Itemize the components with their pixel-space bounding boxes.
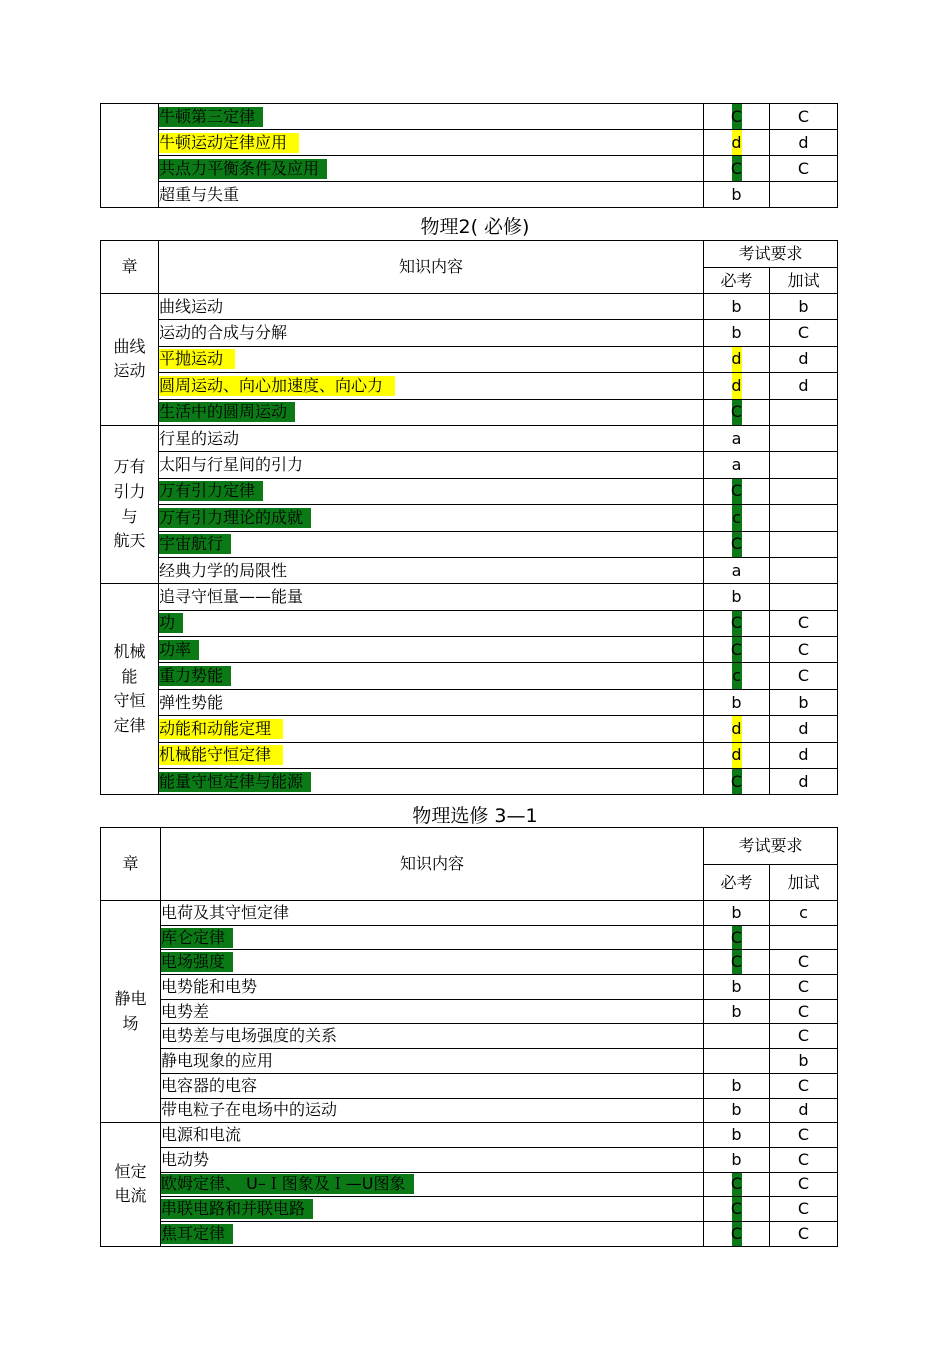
- bikao-cell: [704, 478, 770, 504]
- knowledge-content-cell: [159, 182, 704, 208]
- knowledge-content-text: 太阳与行星间的引力: [159, 455, 304, 475]
- header-content: 知识内容: [161, 828, 704, 901]
- knowledge-content-cell: [159, 320, 704, 346]
- knowledge-content-cell: [161, 975, 704, 1000]
- table-row: [101, 557, 838, 583]
- jiashi-cell: [770, 478, 838, 504]
- knowledge-content-cell: [159, 505, 704, 531]
- knowledge-content-cell: [159, 584, 704, 610]
- jiashi-cell: [770, 975, 838, 1000]
- jiashi-value: d: [798, 771, 809, 791]
- knowledge-content-cell: [161, 901, 704, 926]
- bikao-cell: [704, 1073, 770, 1098]
- knowledge-content-cell: [161, 1049, 704, 1074]
- bikao-value: b: [731, 1125, 742, 1145]
- knowledge-content-text: 牛顿运动定律应用: [159, 133, 299, 153]
- bikao-cell: [704, 425, 770, 451]
- knowledge-content-cell: [161, 1147, 704, 1172]
- knowledge-content-text: 库仑定律: [161, 928, 233, 948]
- table-row: [101, 505, 838, 531]
- bikao-value: d: [731, 745, 742, 765]
- knowledge-content-text: 电容器的电容: [161, 1075, 258, 1095]
- bikao-cell: [704, 925, 770, 950]
- table-row: [101, 1221, 838, 1246]
- knowledge-content-text: 弹性势能: [159, 692, 224, 712]
- jiashi-value: C: [797, 158, 810, 178]
- knowledge-content-cell: [159, 373, 704, 399]
- knowledge-content-cell: [159, 637, 704, 663]
- bikao-value: C: [730, 952, 743, 972]
- table-row: [101, 425, 838, 451]
- knowledge-content-text: 牛顿第三定律: [159, 107, 263, 127]
- knowledge-content-text: 追寻守恒量——能量: [159, 586, 304, 606]
- table-row: [101, 346, 838, 372]
- knowledge-content-cell: [159, 104, 704, 130]
- bikao-value: C: [730, 534, 743, 554]
- table-row: [101, 1147, 838, 1172]
- bikao-value: C: [730, 158, 743, 178]
- knowledge-content-cell: [159, 689, 704, 715]
- knowledge-content-cell: [161, 1073, 704, 1098]
- bikao-cell: [704, 1098, 770, 1123]
- bikao-cell: [704, 663, 770, 689]
- knowledge-content-text: 电势能和电势: [161, 976, 258, 996]
- header-exam-requirement: 考试要求: [704, 241, 838, 268]
- jiashi-cell: [770, 610, 838, 636]
- jiashi-value: C: [797, 323, 810, 343]
- knowledge-content-text: 电场强度: [161, 952, 233, 972]
- bikao-cell: [704, 975, 770, 1000]
- knowledge-content-text: 带电粒子在电场中的运动: [161, 1100, 338, 1120]
- knowledge-content-text: 电源和电流: [161, 1125, 242, 1145]
- jiashi-cell: [770, 769, 838, 795]
- jiashi-value: C: [797, 1125, 810, 1145]
- knowledge-content-cell: [159, 716, 704, 742]
- bikao-cell: [704, 182, 770, 208]
- bikao-value: b: [731, 692, 742, 712]
- table-row: [101, 716, 838, 742]
- table-row: [101, 610, 838, 636]
- bikao-cell: [704, 584, 770, 610]
- knowledge-content-text: 运动的合成与分解: [159, 323, 288, 343]
- jiashi-cell: [770, 294, 838, 320]
- table-row: [101, 1024, 838, 1049]
- jiashi-value: C: [797, 1001, 810, 1021]
- bikao-value: b: [731, 586, 742, 606]
- knowledge-content-cell: [159, 399, 704, 425]
- knowledge-content-text: 机械能守恒定律: [159, 745, 283, 765]
- knowledge-content-cell: [159, 742, 704, 768]
- physics-2-table: [100, 240, 838, 795]
- knowledge-content-text: 功率: [159, 640, 199, 660]
- header-jiashi: 加试: [770, 268, 838, 294]
- jiashi-cell: [770, 399, 838, 425]
- jiashi-cell: [770, 1197, 838, 1222]
- bikao-cell: [704, 294, 770, 320]
- bikao-value: C: [730, 1174, 743, 1194]
- knowledge-content-cell: [159, 531, 704, 557]
- bikao-value: b: [731, 1149, 742, 1169]
- bikao-cell: [704, 1147, 770, 1172]
- jiashi-value: b: [798, 296, 809, 316]
- bikao-cell: [704, 531, 770, 557]
- bikao-value: a: [731, 455, 742, 475]
- bikao-cell: [704, 156, 770, 182]
- jiashi-value: C: [797, 666, 810, 686]
- table-row: [101, 999, 838, 1024]
- knowledge-content-text: 电荷及其守恒定律: [161, 902, 290, 922]
- header-bikao: 必考: [704, 865, 770, 901]
- bikao-value: d: [731, 375, 742, 395]
- bikao-cell: [704, 1172, 770, 1197]
- jiashi-cell: [770, 505, 838, 531]
- bikao-cell: [704, 1197, 770, 1222]
- bikao-value: a: [731, 428, 742, 448]
- bikao-value: b: [731, 184, 742, 204]
- jiashi-value: C: [797, 976, 810, 996]
- knowledge-content-text: 电动势: [161, 1149, 210, 1169]
- table-row: [101, 1172, 838, 1197]
- bikao-value: b: [731, 296, 742, 316]
- knowledge-content-cell: [159, 156, 704, 182]
- table-row: [101, 584, 838, 610]
- table-row: [101, 742, 838, 768]
- bikao-cell: [704, 901, 770, 926]
- header-chapter: 章: [101, 828, 161, 901]
- knowledge-content-text: 动能和动能定理: [159, 719, 283, 739]
- knowledge-content-cell: [159, 557, 704, 583]
- chapter-name: [101, 104, 159, 208]
- knowledge-content-cell: [161, 1024, 704, 1049]
- bikao-value: C: [730, 106, 743, 126]
- table-row: [101, 637, 838, 663]
- jiashi-cell: [770, 689, 838, 715]
- bikao-value: b: [731, 323, 742, 343]
- jiashi-cell: [770, 182, 838, 208]
- bikao-value: a: [731, 560, 742, 580]
- jiashi-value: C: [797, 106, 810, 126]
- knowledge-content-text: 能量守恒定律与能源: [159, 772, 311, 792]
- knowledge-content-cell: [161, 1221, 704, 1246]
- table-row: [101, 294, 838, 320]
- header-jiashi: 加试: [770, 865, 838, 901]
- bikao-value: d: [731, 718, 742, 738]
- bikao-cell: [704, 742, 770, 768]
- jiashi-cell: [770, 557, 838, 583]
- knowledge-content-cell: [159, 425, 704, 451]
- jiashi-cell: [770, 999, 838, 1024]
- table-row: [101, 399, 838, 425]
- knowledge-content-text: 万有引力定律: [159, 481, 263, 501]
- knowledge-content-text: 生活中的圆周运动: [159, 402, 295, 422]
- jiashi-value: C: [797, 1075, 810, 1095]
- knowledge-content-cell: [159, 130, 704, 156]
- bikao-cell: [704, 373, 770, 399]
- knowledge-content-text: 电势差与电场强度的关系: [161, 1026, 338, 1046]
- knowledge-content-text: 宇宙航行: [159, 534, 231, 554]
- bikao-value: C: [730, 639, 743, 659]
- top-continuation-table: [100, 103, 838, 208]
- bikao-cell: [704, 452, 770, 478]
- knowledge-content-cell: [161, 1197, 704, 1222]
- bikao-cell: [704, 130, 770, 156]
- knowledge-content-text: 静电现象的应用: [161, 1050, 274, 1070]
- table-row: [101, 1073, 838, 1098]
- bikao-cell: [704, 557, 770, 583]
- table-row: [101, 1049, 838, 1074]
- jiashi-cell: [770, 104, 838, 130]
- table-row: [101, 1098, 838, 1123]
- jiashi-value: C: [797, 1026, 810, 1046]
- table-row: [101, 130, 838, 156]
- knowledge-content-text: 超重与失重: [159, 184, 240, 204]
- section-title-physics-2: 物理2( 必修): [420, 216, 530, 238]
- jiashi-value: C: [797, 1174, 810, 1194]
- jiashi-cell: [770, 130, 838, 156]
- jiashi-cell: [770, 637, 838, 663]
- table-row: [101, 531, 838, 557]
- jiashi-value: C: [797, 1149, 810, 1169]
- table-row: [101, 1123, 838, 1148]
- table-row: [101, 901, 838, 926]
- bikao-cell: [704, 1049, 770, 1074]
- bikao-cell: [704, 999, 770, 1024]
- header-exam-requirement: 考试要求: [704, 828, 838, 865]
- bikao-value: C: [730, 771, 743, 791]
- knowledge-content-text: 曲线运动: [159, 296, 224, 316]
- jiashi-value: C: [797, 613, 810, 633]
- bikao-cell: [704, 716, 770, 742]
- bikao-cell: [704, 689, 770, 715]
- bikao-value: d: [731, 132, 742, 152]
- bikao-cell: [704, 950, 770, 975]
- jiashi-cell: [770, 156, 838, 182]
- chapter-name: 静电 场: [101, 901, 161, 1123]
- table-row: [101, 950, 838, 975]
- bikao-value: b: [731, 902, 742, 922]
- jiashi-value: c: [799, 902, 808, 922]
- jiashi-value: d: [798, 718, 809, 738]
- knowledge-content-cell: [159, 663, 704, 689]
- table-row: [101, 452, 838, 478]
- jiashi-cell: [770, 373, 838, 399]
- header-bikao: 必考: [704, 268, 770, 294]
- jiashi-cell: [770, 716, 838, 742]
- jiashi-value: d: [798, 745, 809, 765]
- bikao-cell: [704, 769, 770, 795]
- jiashi-cell: [770, 531, 838, 557]
- chapter-name: 曲线 运动: [101, 294, 159, 426]
- jiashi-cell: [770, 950, 838, 975]
- jiashi-cell: [770, 1221, 838, 1246]
- jiashi-cell: [770, 1172, 838, 1197]
- jiashi-value: C: [797, 1223, 810, 1243]
- knowledge-content-text: 功: [159, 613, 183, 633]
- knowledge-content-cell: [159, 769, 704, 795]
- bikao-cell: [704, 346, 770, 372]
- table-row: [101, 156, 838, 182]
- knowledge-content-cell: [161, 999, 704, 1024]
- knowledge-content-cell: [159, 452, 704, 478]
- jiashi-value: d: [798, 132, 809, 152]
- table-row: [101, 769, 838, 795]
- bikao-cell: [704, 1123, 770, 1148]
- knowledge-content-cell: [161, 1123, 704, 1148]
- bikao-cell: [704, 399, 770, 425]
- knowledge-content-text: 圆周运动、向心加速度、向心力: [159, 376, 395, 396]
- bikao-value: c: [732, 666, 741, 686]
- bikao-cell: [704, 637, 770, 663]
- bikao-value: C: [730, 1223, 743, 1243]
- knowledge-content-cell: [159, 610, 704, 636]
- knowledge-content-cell: [159, 478, 704, 504]
- knowledge-content-text: 平抛运动: [159, 349, 235, 369]
- bikao-cell: [704, 1024, 770, 1049]
- knowledge-content-text: 万有引力理论的成就: [159, 508, 311, 528]
- jiashi-cell: [770, 1049, 838, 1074]
- jiashi-value: b: [798, 1050, 809, 1070]
- knowledge-content-cell: [161, 1098, 704, 1123]
- bikao-value: b: [731, 1075, 742, 1095]
- knowledge-content-text: 重力势能: [159, 666, 231, 686]
- knowledge-content-cell: [159, 346, 704, 372]
- jiashi-cell: [770, 584, 838, 610]
- chapter-name: 恒定 电流: [101, 1123, 161, 1246]
- jiashi-cell: [770, 1073, 838, 1098]
- bikao-value: d: [731, 349, 742, 369]
- table-row: [101, 975, 838, 1000]
- table-row: [101, 478, 838, 504]
- knowledge-content-text: 欧姆定律、 U–Ｉ图象及Ｉ—U图象: [161, 1174, 414, 1194]
- table-row: [101, 1197, 838, 1222]
- knowledge-content-cell: [161, 1172, 704, 1197]
- jiashi-cell: [770, 1098, 838, 1123]
- knowledge-content-text: 经典力学的局限性: [159, 560, 288, 580]
- chapter-name: 机械 能 守恒 定律: [101, 584, 159, 795]
- jiashi-value: C: [797, 952, 810, 972]
- jiashi-value: b: [798, 692, 809, 712]
- knowledge-content-cell: [159, 294, 704, 320]
- knowledge-content-text: 共点力平衡条件及应用: [159, 159, 327, 179]
- bikao-value: C: [730, 402, 743, 422]
- knowledge-content-text: 行星的运动: [159, 428, 240, 448]
- jiashi-value: C: [797, 1199, 810, 1219]
- header-content: 知识内容: [159, 241, 704, 294]
- chapter-name: 万有 引力 与 航天: [101, 425, 159, 583]
- bikao-value: b: [731, 1100, 742, 1120]
- jiashi-cell: [770, 1123, 838, 1148]
- bikao-cell: [704, 104, 770, 130]
- jiashi-value: d: [798, 375, 809, 395]
- bikao-cell: [704, 320, 770, 346]
- jiashi-value: d: [798, 349, 809, 369]
- table-row: [101, 663, 838, 689]
- bikao-value: c: [732, 507, 741, 527]
- bikao-value: C: [730, 613, 743, 633]
- knowledge-content-cell: [161, 925, 704, 950]
- header-chapter: 章: [101, 241, 159, 294]
- bikao-cell: [704, 1221, 770, 1246]
- knowledge-content-text: 电势差: [161, 1001, 210, 1021]
- bikao-value: b: [731, 1001, 742, 1021]
- knowledge-content-cell: [161, 950, 704, 975]
- table-row: [101, 373, 838, 399]
- bikao-cell: [704, 610, 770, 636]
- jiashi-cell: [770, 425, 838, 451]
- knowledge-content-text: 焦耳定律: [161, 1224, 233, 1244]
- jiashi-cell: [770, 901, 838, 926]
- jiashi-cell: [770, 925, 838, 950]
- jiashi-cell: [770, 346, 838, 372]
- bikao-value: b: [731, 976, 742, 996]
- section-title-physics-3-1: 物理选修 3—1: [412, 805, 538, 827]
- jiashi-cell: [770, 663, 838, 689]
- table-row: [101, 925, 838, 950]
- jiashi-cell: [770, 320, 838, 346]
- jiashi-cell: [770, 452, 838, 478]
- table-row: [101, 104, 838, 130]
- jiashi-value: C: [797, 639, 810, 659]
- table-row: [101, 689, 838, 715]
- jiashi-cell: [770, 1024, 838, 1049]
- bikao-value: C: [730, 481, 743, 501]
- jiashi-cell: [770, 742, 838, 768]
- knowledge-content-text: 串联电路和并联电路: [161, 1199, 313, 1219]
- table-row: [101, 182, 838, 208]
- bikao-value: C: [730, 1199, 743, 1219]
- table-row: [101, 320, 838, 346]
- jiashi-value: d: [798, 1100, 809, 1120]
- jiashi-cell: [770, 1147, 838, 1172]
- bikao-value: C: [730, 927, 743, 947]
- physics-3-1-table: [100, 827, 838, 1247]
- bikao-cell: [704, 505, 770, 531]
